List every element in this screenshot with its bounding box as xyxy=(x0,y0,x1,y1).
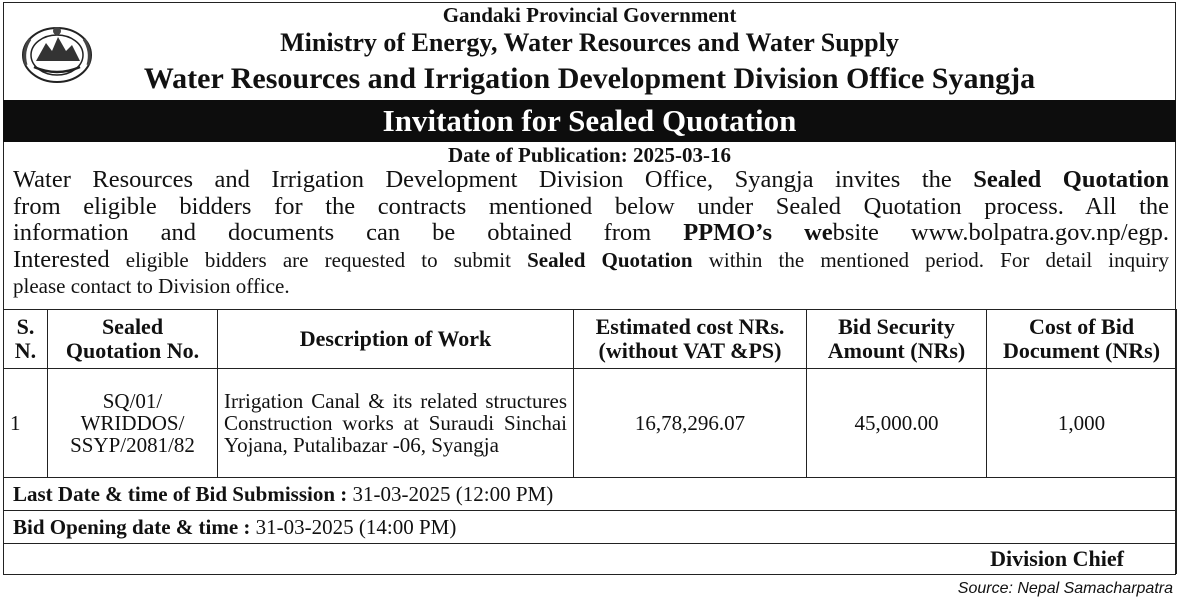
quotation-table xyxy=(3,309,1177,574)
publication-date xyxy=(4,143,1175,167)
header-text: (without VAT &PS) xyxy=(598,338,782,363)
government-name: Gandaki Provincial Government xyxy=(442,3,737,27)
office-name: Water Resources and Irrigation Development Division Office Syangja xyxy=(143,62,1036,95)
header-text: S. xyxy=(16,314,35,339)
cell-estimated-cost: 16,78,296.07 xyxy=(574,369,807,478)
opening-label: Bid Opening date & time : xyxy=(13,515,251,539)
body-text: within the mentioned period. For detail inquiry xyxy=(692,247,1169,272)
col-header-description: Description of Work xyxy=(218,310,574,369)
body-line-2: from eligible bidders for the contracts mentioned below under Sealed Quotation process. All the xyxy=(13,192,1169,220)
source-credit: Source: Nepal Samacharpatra xyxy=(957,580,1173,597)
body-text: Interested xyxy=(13,245,110,273)
signatory: Division Chief xyxy=(4,544,1177,575)
cell-sn: 1 xyxy=(4,369,48,478)
quotation-notice xyxy=(3,2,1176,575)
header-text: Sealed xyxy=(101,314,164,339)
notice-body xyxy=(13,167,1169,300)
cell-text: SSYP/2081/82 xyxy=(70,433,195,457)
body-line-3 xyxy=(13,220,1169,247)
body-line-4 xyxy=(13,247,1169,274)
body-text: information and documents can be obtained from xyxy=(13,219,684,246)
body-emphasis: Sealed Quotation xyxy=(527,247,693,272)
table-row xyxy=(4,369,1177,478)
publication-date-value: 2025-03-16 xyxy=(632,143,731,167)
notice-header xyxy=(4,3,1175,99)
signatory-row xyxy=(4,544,1177,575)
body-line-5: please contact to Division office. xyxy=(13,274,290,298)
opening-date xyxy=(4,511,1177,544)
opening-value: 31-03-2025 (14:00 PM) xyxy=(250,515,457,539)
submission-label: Last Date & time of Bid Submission : xyxy=(13,482,348,506)
body-text: eligible bidders are requested to submit xyxy=(109,247,528,272)
col-header-quotation-no xyxy=(48,310,218,369)
submission-row xyxy=(4,478,1177,511)
table-header-row xyxy=(4,310,1177,369)
notice-title-banner: Invitation for Sealed Quotation xyxy=(3,100,1176,142)
header-text: Quotation No. xyxy=(65,338,200,363)
col-header-bid-security xyxy=(807,310,987,369)
submission-value: 31-03-2025 (12:00 PM) xyxy=(347,482,554,506)
cell-description: Irrigation Canal & its related structures Construction works at Suraudi Sinchai Yojana, Putalibazar -06, Syangja xyxy=(218,369,574,478)
opening-row xyxy=(4,511,1177,544)
cell-text: SQ/01/ xyxy=(102,389,163,413)
body-emphasis: Sealed Quotation xyxy=(973,166,1169,193)
col-header-document-cost xyxy=(987,310,1177,369)
body-line-1 xyxy=(13,167,1169,194)
publication-date-label: Date of Publication: xyxy=(448,143,628,167)
submission-deadline xyxy=(4,478,1177,511)
cell-text: WRIDDOS/ xyxy=(80,411,185,435)
body-emphasis: PPMO’s we xyxy=(683,219,833,246)
body-text: bsite www.bolpatra.gov.np/egp. xyxy=(832,219,1169,246)
header-text: N. xyxy=(14,338,37,363)
cell-document-cost: 1,000 xyxy=(987,369,1177,478)
cell-bid-security: 45,000.00 xyxy=(807,369,987,478)
header-text: Bid Security xyxy=(838,314,955,339)
header-text: Estimated cost NRs. xyxy=(595,314,785,339)
ministry-name: Ministry of Energy, Water Resources and Water Supply xyxy=(280,28,899,57)
header-text: Document (NRs) xyxy=(1002,338,1161,363)
body-text: Water Resources and Irrigation Development Division Office, Syangja invites the xyxy=(13,166,974,193)
col-header-sn xyxy=(4,310,48,369)
header-text: Cost of Bid xyxy=(1028,314,1135,339)
col-header-estimated-cost xyxy=(574,310,807,369)
header-text: Amount (NRs) xyxy=(827,338,966,363)
cell-quotation-no xyxy=(48,369,218,478)
